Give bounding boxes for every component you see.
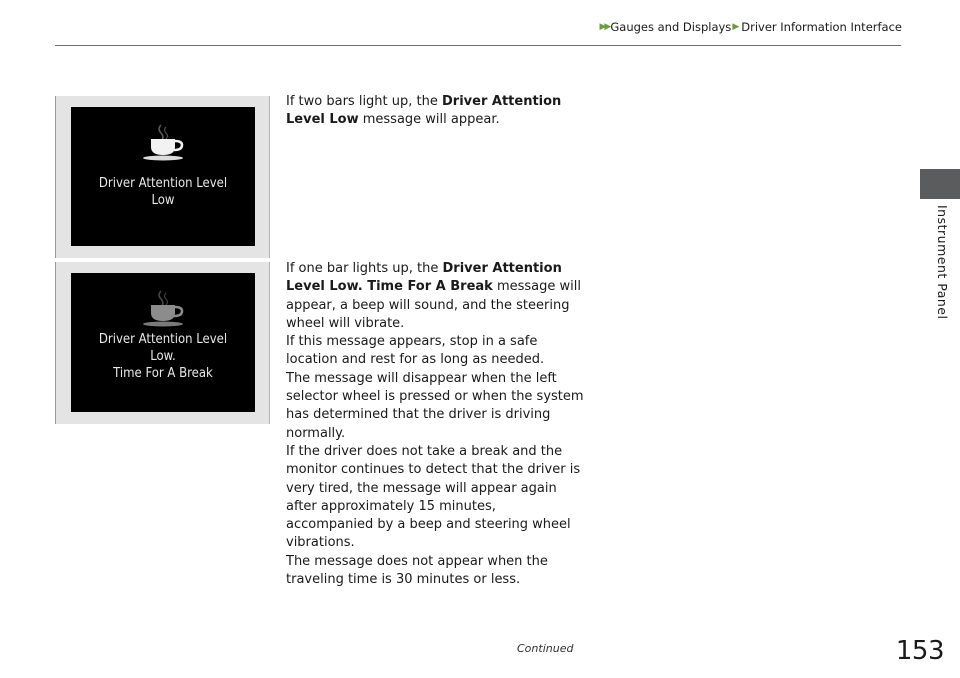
display-line: Low	[151, 193, 175, 208]
text: If this message appears, stop in a safe location and rest for as long as needed.	[286, 334, 545, 368]
text: If one bar lights up, the	[286, 261, 443, 276]
text: If two bars light up, the	[286, 94, 442, 109]
coffee-cup-icon	[137, 289, 189, 329]
double-arrow-icon: ▶▶	[599, 22, 610, 32]
message-name: Driver Attention Level Low. Time For A Break	[286, 261, 562, 295]
page-number: 153	[895, 636, 944, 666]
text: message will appear.	[358, 112, 500, 128]
display-message	[71, 175, 255, 209]
text: The message does not appear when the traveling time is 30 minutes or less.	[286, 553, 548, 588]
display-screen	[71, 273, 255, 412]
figure-attention-break	[55, 262, 270, 424]
display-message	[71, 331, 255, 382]
display-line: Low.	[150, 349, 176, 364]
display-screen	[71, 107, 255, 246]
paragraph-two-bars	[286, 93, 586, 130]
breadcrumb-subsection[interactable]: Driver Information Interface	[741, 20, 902, 34]
breadcrumb	[600, 20, 902, 34]
arrow-icon: ▶	[732, 22, 740, 32]
display-line: Driver Attention Level	[98, 176, 228, 191]
coffee-cup-icon	[137, 123, 189, 163]
display-line: Time For A Break	[113, 366, 213, 381]
continued-label: Continued	[517, 642, 574, 655]
text: The message will disappear when the left selector wheel is pressed or when the system has determined that the driver is driving normally.	[286, 370, 584, 441]
header-divider	[55, 45, 901, 46]
section-tab-label: Instrument Panel	[935, 205, 950, 320]
message-name: Driver Attention Level Low	[286, 94, 562, 128]
display-line: Driver Attention Level	[98, 332, 228, 347]
figure-attention-low	[55, 96, 270, 258]
paragraph-one-bar	[286, 260, 586, 589]
text: If the driver does not take a break and the monitor continues to detect that the driver is very tired, the message will appear again after approximately 15 minutes, accompanied by a beep and steering wheel vibrations.	[286, 443, 581, 551]
text: message will appear, a beep will sound, and the steering wheel will vibrate.	[286, 279, 581, 331]
breadcrumb-section[interactable]: Gauges and Displays	[610, 20, 732, 34]
section-tab	[920, 169, 960, 199]
